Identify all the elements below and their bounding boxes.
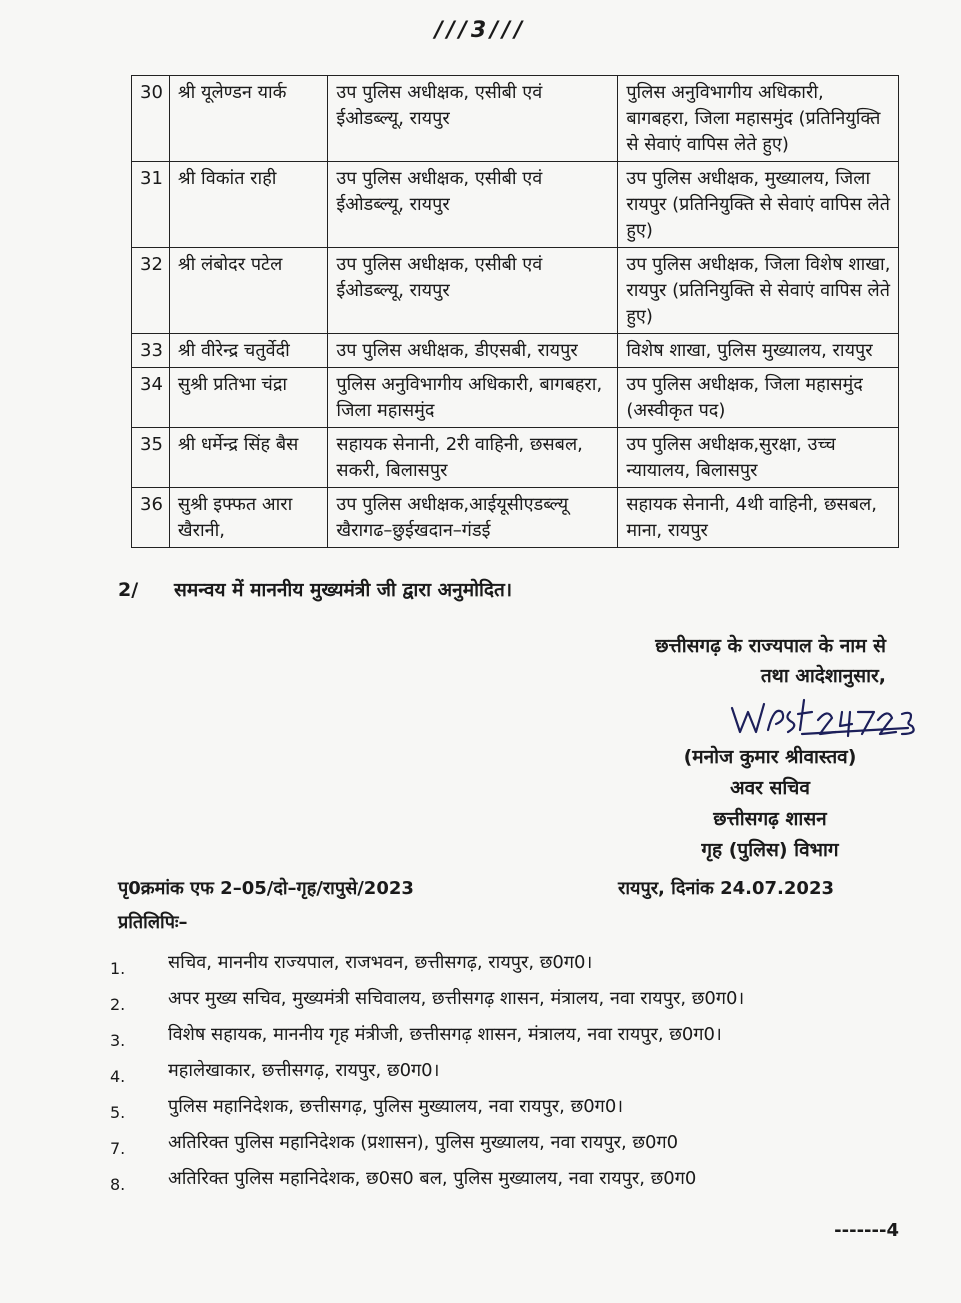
officer-name: श्री विकांत राही <box>169 162 328 248</box>
new-posting: उप पुलिस अधीक्षक, मुख्यालय, जिला रायपुर (प्रतिनियुक्ति से सेवाएं वापिस लेते हुए) <box>618 162 899 248</box>
copy-recipient: अतिरिक्त पुलिस महानिदेशक (प्रशासन), पुलिस मुख्यालय, नवा रायपुर, छ0ग0 <box>168 1132 679 1153</box>
serial-number: 32 <box>132 248 170 334</box>
officer-name: सुश्री इफ्फत आरा खैरानी, <box>169 488 328 548</box>
list-item <box>110 1128 900 1158</box>
current-posting: उप पुलिस अधीक्षक, डीएसबी, रायपुर <box>328 334 618 368</box>
officer-name: श्री यूलेण्डन यार्क <box>169 76 328 162</box>
table-row <box>132 162 899 248</box>
list-item <box>110 1056 900 1086</box>
table-row <box>132 368 899 428</box>
new-posting: सहायक सेनानी, 4थी वाहिनी, छसबल, माना, रायपुर <box>618 488 899 548</box>
current-posting: उप पुलिस अधीक्षक, एसीबी एवं ईओडब्ल्यू, रायपुर <box>328 162 618 248</box>
current-posting: उप पुलिस अधीक्षक,आईयूसीएडब्ल्यू खैरागढ–छुईखदान–गंडई <box>328 488 618 548</box>
transfer-table <box>131 75 899 548</box>
list-item <box>110 948 900 978</box>
officer-name: सुश्री प्रतिभा चंद्रा <box>169 368 328 428</box>
signatory-government: छत्तीसगढ़ शासन <box>713 808 827 830</box>
approval-note <box>118 576 512 602</box>
current-posting: पुलिस अनुविभागीय अधिकारी, बागबहरा, जिला महासमुंद <box>328 368 618 428</box>
new-posting: पुलिस अनुविभागीय अधिकारी, बागबहरा, जिला महासमुंद (प्रतिनियुक्ति से सेवाएं वापिस लेते हुए) <box>618 76 899 162</box>
officer-name: श्री वीरेन्द्र चतुर्वेदी <box>169 334 328 368</box>
serial-number: 35 <box>132 428 170 488</box>
officer-name: श्री धर्मेन्द्र सिंह बैस <box>169 428 328 488</box>
table-row <box>132 334 899 368</box>
reference-number: पृ0क्रमांक एफ 2–05/दो–गृह/रापुसे/2023 <box>118 878 414 899</box>
copy-recipient: महालेखाकार, छत्तीसगढ़, रायपुर, छ0ग0। <box>168 1060 440 1081</box>
new-posting: उप पुलिस अधीक्षक, जिला महासमुंद (अस्वीकृत पद) <box>618 368 899 428</box>
copy-recipient: विशेष सहायक, माननीय गृह मंत्रीजी, छत्तीसगढ़ शासन, मंत्रालय, नवा रायपुर, छ0ग0। <box>168 1024 722 1045</box>
continued-page-marker: -------4 <box>834 1220 899 1241</box>
signatory-block <box>640 742 900 866</box>
copy-recipient: अतिरिक्त पुलिस महानिदेशक, छ0स0 बल, पुलिस मुख्यालय, नवा रायपुर, छ0ग0 <box>168 1168 697 1189</box>
copy-recipient: पुलिस महानिदेशक, छत्तीसगढ़, पुलिस मुख्यालय, नवा रायपुर, छ0ग0। <box>168 1096 624 1117</box>
reference-place-date: रायपुर, दिनांक 24.07.2023 <box>618 878 834 899</box>
serial-number: 31 <box>132 162 170 248</box>
current-posting: उप पुलिस अधीक्षक, एसीबी एवं ईओडब्ल्यू, रायपुर <box>328 76 618 162</box>
table-row <box>132 248 899 334</box>
copy-recipient-list <box>110 948 900 1200</box>
new-posting: उप पुलिस अधीक्षक,सुरक्षा, उच्च न्यायालय, बिलासपुर <box>618 428 899 488</box>
signatory-department: गृह (पुलिस) विभाग <box>701 839 839 861</box>
current-posting: उप पुलिस अधीक्षक, एसीबी एवं ईओडब्ल्यू, रायपुर <box>328 248 618 334</box>
order-by-governor <box>655 631 886 691</box>
copy-index: 3. <box>110 1031 126 1050</box>
current-posting: सहायक सेनानी, 2री वाहिनी, छसबल, सकरी, बिलासपुर <box>328 428 618 488</box>
copy-index: 7. <box>110 1139 126 1158</box>
copy-index: 1. <box>110 959 126 978</box>
copy-index: 2. <box>110 995 126 1014</box>
approval-number: 2/ <box>118 579 139 601</box>
new-posting: उप पुलिस अधीक्षक, जिला विशेष शाखा, रायपुर (प्रतिनियुक्ति से सेवाएं वापिस लेते हुए) <box>618 248 899 334</box>
list-item <box>110 984 900 1014</box>
copy-index: 5. <box>110 1103 126 1122</box>
order-by-line-1: छत्तीसगढ़ के राज्यपाल के नाम से <box>655 635 886 657</box>
new-posting: विशेष शाखा, पुलिस मुख्यालय, रायपुर <box>618 334 899 368</box>
serial-number: 34 <box>132 368 170 428</box>
handwritten-signature <box>728 690 928 750</box>
copy-to-label: प्रतिलिपिः– <box>118 912 188 933</box>
table-row <box>132 488 899 548</box>
officer-name: श्री लंबोदर पटेल <box>169 248 328 334</box>
table-row <box>132 428 899 488</box>
serial-number: 33 <box>132 334 170 368</box>
copy-index: 8. <box>110 1175 126 1194</box>
list-item <box>110 1092 900 1122</box>
copy-index: 4. <box>110 1067 126 1086</box>
serial-number: 36 <box>132 488 170 548</box>
copy-recipient: अपर मुख्य सचिव, मुख्यमंत्री सचिवालय, छत्तीसगढ़ शासन, मंत्रालय, नवा रायपुर, छ0ग0। <box>168 988 745 1009</box>
signatory-designation: अवर सचिव <box>730 777 810 799</box>
order-by-line-2: तथा आदेशानुसार, <box>760 665 886 687</box>
signatory-name: (मनोज कुमार श्रीवास्तव) <box>683 746 857 768</box>
copy-recipient: सचिव, माननीय राज्यपाल, राजभवन, छत्तीसगढ़, रायपुर, छ0ग0। <box>168 952 593 973</box>
list-item <box>110 1020 900 1050</box>
transfer-table-body <box>132 76 899 548</box>
list-item <box>110 1164 900 1194</box>
serial-number: 30 <box>132 76 170 162</box>
approval-text: समन्वय में माननीय मुख्यमंत्री जी द्वारा अनुमोदित। <box>174 579 513 601</box>
reference-line <box>118 876 848 900</box>
page-number-marker: ///3/// <box>434 18 527 43</box>
table-row <box>132 76 899 162</box>
